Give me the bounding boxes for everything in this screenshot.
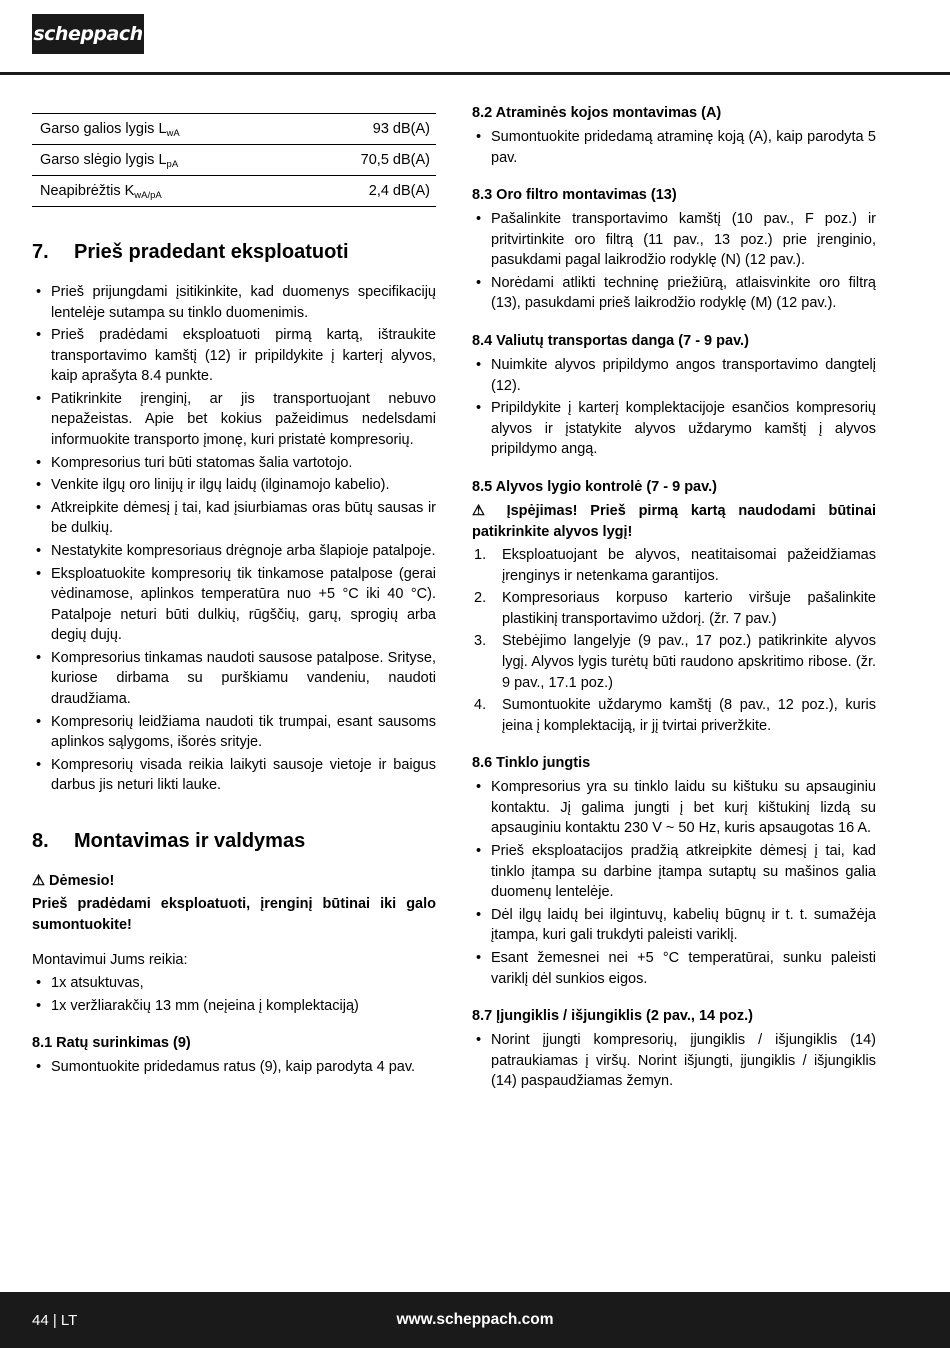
page-content [0,75,950,1292]
subsection-8-2-list [472,127,876,168]
table-cell-value: 70,5 dB(A) [293,145,436,176]
warning-title: ⚠ Dėmesio! [32,872,115,889]
label-subscript: wA [166,128,180,139]
subsection-heading-8-7: 8.7 Įjungiklis / išjungiklis (2 pav., 14 poz.) [472,1008,753,1025]
table-cell-label: Garso galios lygis $L_{wA}$ [32,114,293,145]
subsection-heading-8-5: 8.5 Alyvos lygio kontrolė (7 - 9 pav.) [472,478,717,495]
section-number: 7. [32,241,49,263]
list-item: Stebėjimo langelyje (9 pav., 17 poz.) patikrinkite alyvos lygį. Alyvos lygis turėtų būti raudono apskritimo ribose. (žr. 9 pav., 17.1 poz.) [502,633,876,691]
list-item: • Pripildykite į karterį komplektacijoje esančios kompresorių alyvos ir įstatykite alyvos uždarymo kamštį į alyvos pripildymo angą. [472,398,876,460]
section7-bullet-list [32,282,436,796]
tools-intro: Montavimui Jums reikia: [32,951,188,968]
subsection-heading-8-4: 8.4 Valiutų transportas danga (7 - 9 pav.) [472,333,749,350]
subsection-heading-8-3: 8.3 Oro filtro montavimas (13) [472,187,677,204]
list-item: • Patikrinkite įrenginį, ar jis transportuojant nebuvo nepažeistas. Apie bet kokius pažeidimus nedelsdami informuokite transporto įmonę, kuri pristatė kompresorių. [32,389,436,451]
section-number: 8. [32,829,49,852]
brand-logo: scheppach [32,14,144,54]
label-subscript: pA [166,159,179,170]
list-item: • Prieš prijungdami įsitikinkite, kad duomenys specifikacijų lentelėje sutampa su tinklo duomenimis. [32,282,436,323]
table-row [32,176,436,207]
list-item: • Atkreipkite dėmesį į tai, kad įsiurbiamas oras būtų sausas ir be dulkių. [32,498,436,539]
footer-url: www.scheppach.com [396,1311,554,1328]
list-item: • Sumontuokite pridedamus ratus (9), kaip parodyta 4 pav. [32,1057,436,1078]
label-subscript: wA/pA [134,190,162,201]
list-item: Sumontuokite uždarymo kamštį (8 pav., 12 poz.), kuris įeina į komplektaciją, ir jį tvirtai priveržkite. [502,697,876,734]
table-cell-value: 93 dB(A) [293,114,436,145]
subsection-heading-8-2: 8.2 Atraminės kojos montavimas (A) [472,105,722,121]
subsection-8-7-list [472,1030,876,1092]
list-item: • Kompresorių visada reikia laikyti sausoje vietoje ir baigus darbus jis neturi likti lauke. [32,755,436,796]
subsection-8-3-list [472,209,876,314]
subsection-8-4-list [472,355,876,460]
subsection-8-1-list [32,1057,436,1078]
list-item: • Esant žemesnei nei +5 °C temperatūrai, sunku paleisti variklį dėl sunkios eigos. [472,948,876,989]
page-number: 44 | LT [32,1311,78,1329]
list-item: Eksploatuojant be alyvos, neatitaisomai pažeidžiamas įrenginys ir netenkama garantijos. [502,547,876,584]
page-header [0,0,950,75]
table-cell-value: 2,4 dB(A) [293,176,436,207]
section-title: Prieš pradedant eksploatuoti [74,241,349,263]
list-item: • 1x atsuktuvas, [32,973,436,994]
list-item: • Prieš pradėdami eksploatuoti pirmą kartą, ištraukite transportavimo kamštį (12) ir pripildykite į karterį alyvos, kaip aprašyta 8.4 punkte. [32,325,436,387]
list-item: • Pašalinkite transportavimo kamštį (10 pav., F poz.) ir pritvirtinkite oro filtrą (11 pav., 13 poz.) prie įrenginio, pasukdami pagal laikrodžio rodyklę (N) (12 pav.). [472,209,876,271]
list-item: • Nuimkite alyvos pripildymo angos transportavimo dangtelį (12). [472,355,876,396]
subsection-8-5-list [472,545,876,736]
list-item: • 1x veržliarakčių 13 mm (neįeina į komplektaciją) [32,996,436,1017]
specification-table [32,113,436,207]
list-item: • Dėl ilgų laidų bei ilgintuvų, kabelių būgnų ir t. t. sumažėja įtampa, kuri gali trukdyti paleisti variklį. [472,905,876,946]
oil-level-warning: ⚠ Įspėjimas! Prieš pirmą kartą naudodami būtinai patikrinkite alyvos lygį! [472,502,876,540]
table-cell-label: Neapibrėžtis $K_{wA/pA}$ [32,176,293,207]
section-title: Montavimas ir valdymas [74,829,306,852]
list-item: • Norint įjungti kompresorių, įjungiklis / išjungiklis (14) patraukiamas į viršų. Norint išjungti, įjungiklis / išjungiklis (14) paspaudžiamas žemyn. [472,1030,876,1092]
subsection-8-6-list [472,777,876,989]
table-cell-label: Garso slėgio lygis $L_{pA}$ [32,145,293,176]
warning-body: Prieš pradėdami eksploatuoti, įrenginį būtinai iki galo sumontuokite! [32,896,436,934]
list-item: • Venkite ilgų oro linijų ir ilgų laidų (ilginamojo kabelio). [32,475,436,496]
subsection-heading-8-6: 8.6 Tinklo jungtis [472,755,591,772]
list-item: • Kompresorius tinkamas naudoti sausose patalpose. Srityse, kuriose dirbama su purškiamu vandeniu, naudoti draudžiama. [32,648,436,710]
table-row [32,114,436,145]
list-item: • Kompresorius turi būti statomas šalia vartotojo. [32,453,436,474]
table-row [32,145,436,176]
list-item: • Eksploatuokite kompresorių tik tinkamose patalpose (gerai vėdinamose, aplinkos temperatūra nuo +5 °C iki 40 °C). Patalpoje neturi būti dulkių, rūgščių, garų, sprogių arba degių dujų. [32,564,436,646]
list-item: • Sumontuokite pridedamą atraminę koją (A), kaip parodyta 5 pav. [472,127,876,168]
list-item: • Prieš eksploatacijos pradžią atkreipkite dėmesį į tai, kad tinklo įtampa su darbine įtampa sutaptų su mašinos galia duomenų lentelėje. [472,841,876,903]
right-column [472,105,876,1292]
section-heading-8 [32,830,436,853]
section-heading-7 [32,241,436,264]
page-footer [0,1292,950,1348]
tools-list [32,973,436,1016]
list-item: • Kompresorius yra su tinklo laidu su kištuku su apsauginiu kontaktu. Jį galima jungti į bet kurį kištukinį lizdą su apsauginiu kontaktu 230 V ~ 50 Hz, kuris apsaugotas 16 A. [472,777,876,839]
list-item: • Norėdami atlikti techninę priežiūrą, atlaisvinkite oro filtrą (13), pasukdami prieš laikrodžio rodyklę (M) (12 pav.). [472,273,876,314]
subsection-heading-8-1: 8.1 Ratų surinkimas (9) [32,1035,191,1052]
list-item: • Nestatykite kompresoriaus drėgnoje arba šlapioje patalpoje. [32,541,436,562]
list-item: • Kompresorių leidžiama naudoti tik trumpai, esant sausoms aplinkos sąlygoms, išorės srityje. [32,712,436,753]
list-item: Kompresoriaus korpuso karterio viršuje pašalinkite plastikinį transportavimo uždorį. (žr. 7 pav.) [502,590,876,627]
left-column [32,105,436,1292]
